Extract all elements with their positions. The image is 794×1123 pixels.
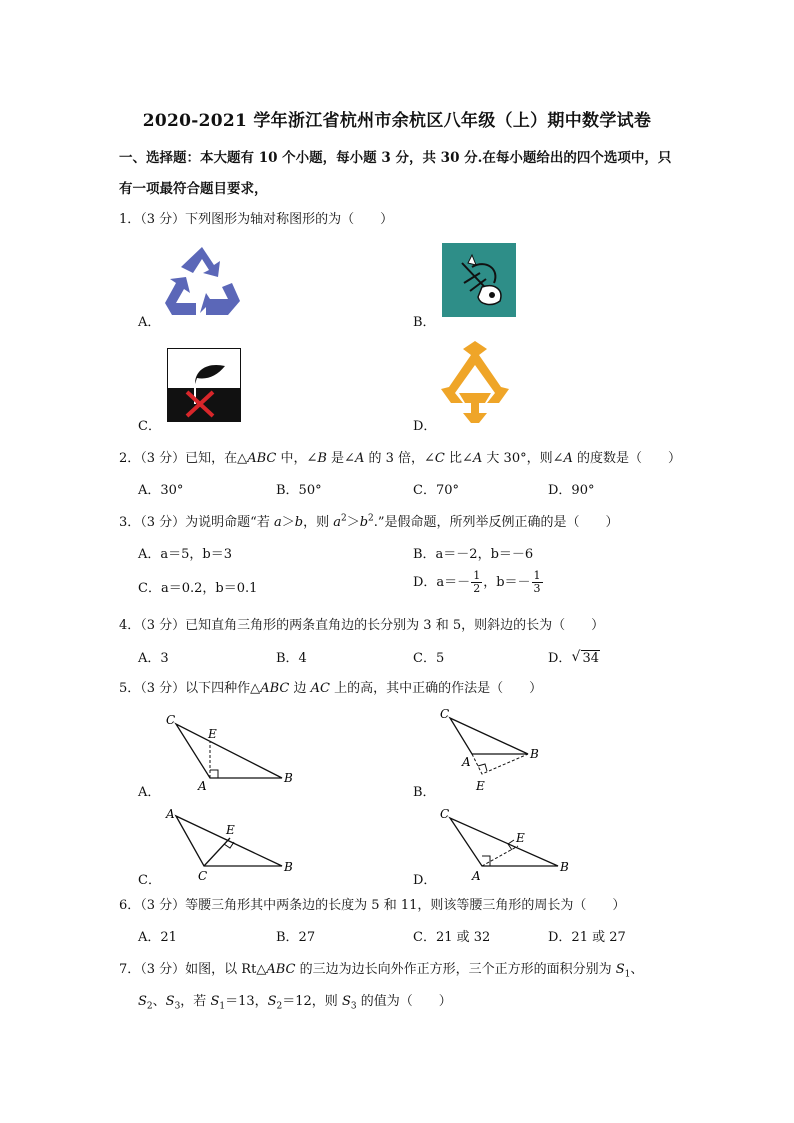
question-5-option-d: D．	[413, 873, 437, 888]
question-1-option-b: B．	[413, 315, 436, 330]
recycle-symbol-figure	[162, 243, 242, 317]
label-a: A	[198, 779, 207, 793]
label-b: B	[530, 747, 539, 761]
label-b: B	[284, 771, 293, 785]
question-1-option-a: A．	[138, 315, 161, 330]
question-7-stem-line1: 7．（3 分）如图，以 Rt△ABC 的三边为边长向外作正方形，三个正方形的面积分别为 $S_1$、	[119, 962, 644, 980]
question-7-stem-line2: $S_2$、$S_3$，若 $S_1=13$，$S_2=12$，则 $S_3$ 的值为（ ）	[138, 994, 452, 1012]
question-6-option-d: D．21 或 27	[548, 930, 626, 945]
label-b: B	[284, 860, 293, 874]
question-3-option-b: B．a＝－2，b＝－6	[413, 547, 534, 562]
question-5-option-c: C．	[138, 873, 161, 888]
question-3-option-c: C．a＝0.2，b＝0.1	[138, 581, 258, 596]
fish-skeleton-figure	[442, 243, 516, 317]
question-5-stem: 5．（3 分）以下四种作△ABC 边 AC 上的高，其中正确的作法是（ ）	[119, 681, 543, 696]
section-heading-line1: 一、选择题：本大题有 10 个小题，每小题 3 分，共 30 分.在每小题给出的四个选项中，只	[119, 150, 672, 166]
question-4-option-a: A．3	[138, 651, 169, 666]
question-5-option-b: B．	[413, 785, 436, 800]
question-6-option-b: B．27	[276, 930, 316, 945]
label-a: A	[472, 869, 481, 883]
label-e: E	[516, 831, 525, 845]
label-c: C	[440, 707, 450, 721]
triangle-figure-a	[160, 712, 300, 792]
question-5-option-a: A．	[138, 785, 161, 800]
question-2-option-a: A．30°	[138, 483, 184, 498]
question-6-stem: 6．（3 分）等腰三角形其中两条边的长度为 5 和 11，则该等腰三角形的周长为（ ）	[119, 898, 626, 913]
label-c: C	[198, 869, 208, 883]
sqrt-34: √ 34	[571, 649, 599, 666]
question-4-option-d: D． √ 34	[548, 649, 599, 666]
fraction-one-third: $\frac{1}{3}$	[533, 569, 541, 595]
question-6-option-c: C．21 或 32	[413, 930, 491, 945]
label-a: A	[462, 755, 471, 769]
label-c: C	[440, 807, 450, 821]
fraction-one-half: $\frac{1}{2}$	[473, 569, 481, 595]
question-3-option-d: D．a＝－ $\frac{1}{2}$ ，b＝－ $\frac{1}{3}$	[413, 569, 541, 595]
question-2-stem: 2．（3 分）已知，在△ABC 中，∠B 是∠A 的 3 倍，∠C 比∠A 大 30°，则∠A 的度数是（ ）	[119, 451, 682, 466]
no-plant-sign-figure	[167, 348, 241, 422]
label-c: C	[166, 713, 176, 727]
label-e: E	[208, 727, 217, 741]
question-2-option-b: B．50°	[276, 483, 322, 498]
question-2-option-c: C．70°	[413, 483, 459, 498]
question-3-stem: 3．（3 分）为说明命题“若 a＞b，则 $a^2>b^2$.”是假命题，所列举反例正确的是（ ）	[119, 513, 619, 530]
question-4-stem: 4．（3 分）已知直角三角形的两条直角边的长分别为 3 和 5，则斜边的长为（ ）	[119, 618, 605, 633]
question-1-stem: 1．（3 分）下列图形为轴对称图形的为（ ）	[119, 212, 394, 227]
triangle-figure-d	[436, 804, 576, 884]
triangle-figure-c	[160, 804, 300, 884]
section-heading-line2: 有一项最符合题目要求，	[119, 181, 268, 197]
question-1-option-c: C．	[138, 419, 161, 434]
question-3-option-a: A．a＝5，b＝3	[138, 547, 233, 562]
label-e: E	[226, 823, 235, 837]
label-a: A	[166, 807, 175, 821]
question-4-option-c: C．5	[413, 651, 445, 666]
label-b: B	[560, 860, 569, 874]
triangle-figure-b	[436, 704, 556, 794]
orange-arrows-figure	[439, 341, 511, 423]
label-e: E	[476, 779, 485, 793]
question-1-option-d: D．	[413, 419, 437, 434]
page-title: 2020-2021 学年浙江省杭州市余杭区八年级（上）期中数学试卷	[142, 111, 652, 131]
question-2-option-d: D．90°	[548, 483, 595, 498]
question-6-option-a: A．21	[138, 930, 177, 945]
question-4-option-b: B．4	[276, 651, 307, 666]
